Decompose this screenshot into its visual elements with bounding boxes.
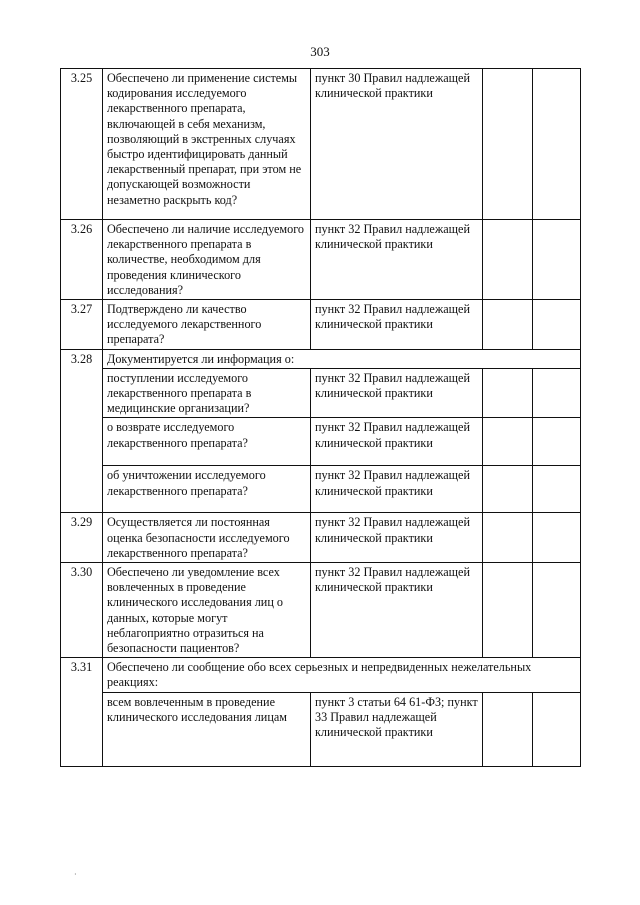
question-cell: Подтверждено ли качество исследуемого лекарственного препарата? (103, 300, 311, 350)
table-row (61, 368, 581, 418)
table-row (61, 658, 581, 692)
answer-no-cell[interactable] (533, 300, 581, 350)
answer-no-cell[interactable] (533, 513, 581, 563)
reference-cell: пункт 32 Правил надлежащей клинической практики (311, 563, 483, 658)
checklist-table (60, 68, 581, 767)
page-number: 303 (310, 44, 330, 59)
question-cell: Обеспечено ли уведомление всех вовлеченных в проведение клинического исследования лиц о данных, которые могут неблагоприятно отразиться на безопасности пациентов? (103, 563, 311, 658)
answer-no-cell[interactable] (533, 418, 581, 466)
reference-cell: пункт 32 Правил надлежащей клинической практики (311, 466, 483, 513)
reference-cell: пункт 32 Правил надлежащей клинической практики (311, 220, 483, 300)
reference-cell: пункт 30 Правил надлежащей клинической практики (311, 69, 483, 220)
answer-yes-cell[interactable] (483, 220, 533, 300)
answer-no-cell[interactable] (533, 368, 581, 418)
answer-no-cell[interactable] (533, 220, 581, 300)
question-cell: поступлении исследуемого лекарственного препарата в медицинские организации? (103, 368, 311, 418)
answer-yes-cell[interactable] (483, 368, 533, 418)
scan-speck: · (74, 870, 77, 879)
table-row (61, 563, 581, 658)
answer-yes-cell[interactable] (483, 69, 533, 220)
table-row (61, 513, 581, 563)
item-number: 3.29 (61, 513, 103, 563)
section-header: Обеспечено ли сообщение обо всех серьезных и непредвиденных нежелательных реакциях: (103, 658, 581, 692)
answer-yes-cell[interactable] (483, 300, 533, 350)
answer-no-cell[interactable] (533, 563, 581, 658)
item-number: 3.28 (61, 349, 103, 513)
table-row (61, 220, 581, 300)
table-row (61, 466, 581, 513)
answer-no-cell[interactable] (533, 692, 581, 766)
answer-yes-cell[interactable] (483, 466, 533, 513)
answer-yes-cell[interactable] (483, 563, 533, 658)
reference-cell: пункт 32 Правил надлежащей клинической практики (311, 418, 483, 466)
item-number: 3.31 (61, 658, 103, 766)
table-row (61, 300, 581, 350)
question-cell: всем вовлеченным в проведение клинического исследования лицам (103, 692, 311, 766)
question-cell: Обеспечено ли наличие исследуемого лекарственного препарата в количестве, необходимом для проведения клинического исследования? (103, 220, 311, 300)
table-row (61, 692, 581, 766)
reference-cell: пункт 32 Правил надлежащей клинической практики (311, 300, 483, 350)
question-cell: о возврате исследуемого лекарственного препарата? (103, 418, 311, 466)
reference-cell: пункт 32 Правил надлежащей клинической практики (311, 368, 483, 418)
question-cell: Осуществляется ли постоянная оценка безопасности исследуемого лекарственного препарата? (103, 513, 311, 563)
question-cell: Обеспечено ли применение системы кодирования исследуемого лекарственного препарата, включающей в себя механизм, позволяющий в экстренных случаях быстро идентифицировать данный лекарственный препарат, при этом не допускающей возможности незаметно раскрыть код? (103, 69, 311, 220)
item-number: 3.30 (61, 563, 103, 658)
reference-cell: пункт 32 Правил надлежащей клинической практики (311, 513, 483, 563)
item-number: 3.27 (61, 300, 103, 350)
table-row (61, 418, 581, 466)
item-number: 3.26 (61, 220, 103, 300)
answer-no-cell[interactable] (533, 69, 581, 220)
reference-cell: пункт 3 статьи 64 61-ФЗ; пункт 33 Правил надлежащей клинической практики (311, 692, 483, 766)
table-row (61, 349, 581, 368)
answer-yes-cell[interactable] (483, 692, 533, 766)
item-number: 3.25 (61, 69, 103, 220)
answer-no-cell[interactable] (533, 466, 581, 513)
question-cell: об уничтожении исследуемого лекарственного препарата? (103, 466, 311, 513)
answer-yes-cell[interactable] (483, 418, 533, 466)
answer-yes-cell[interactable] (483, 513, 533, 563)
table-row (61, 69, 581, 220)
section-header: Документируется ли информация о: (103, 349, 581, 368)
